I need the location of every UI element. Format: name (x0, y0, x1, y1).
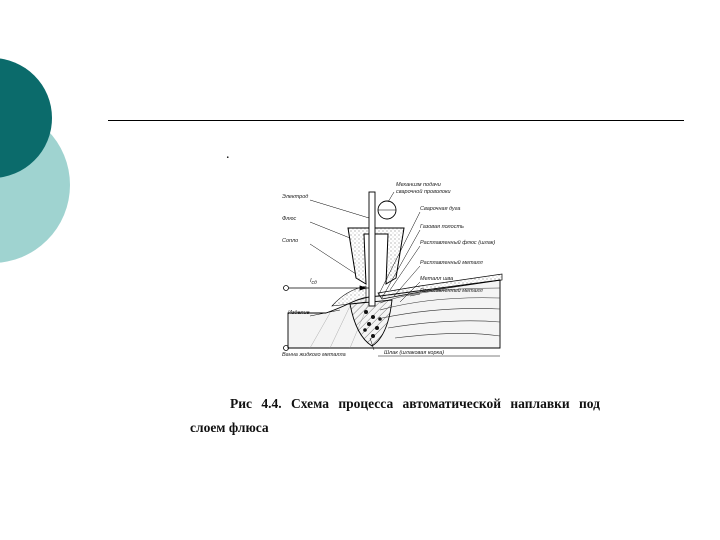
label-melted-metal: Расплавленный металл (420, 288, 483, 294)
label-product: Изделие (288, 310, 310, 316)
label-feed-1: Механизм подачи (396, 182, 441, 188)
label-gas: Газовая полость (420, 224, 464, 230)
label-bath: Ванна жидкого металла (282, 352, 346, 358)
label-electrode: Электрод (282, 194, 309, 200)
decorative-circles (0, 0, 80, 300)
title-divider (108, 120, 684, 121)
label-molten-flux: Расплавленный флюс (шлак) (420, 240, 496, 246)
label-flux: Флюс (282, 216, 297, 222)
caption-line-1: Рис 4.4. Схема процесса автоматической наплавки под (230, 396, 600, 411)
title-marker: . (226, 147, 230, 162)
label-feed-2: сварочной проволоки (396, 189, 451, 195)
label-seam: Металл шва (420, 276, 454, 282)
caption-line-2: слоем флюса (190, 420, 269, 435)
label-molten-metal: Расплавленный металл (420, 260, 483, 266)
flux-hopper (348, 228, 404, 284)
label-arc: Сварочная дуга (420, 206, 461, 212)
label-nozzle: Сопло (282, 238, 299, 244)
electrode-wire (369, 192, 375, 306)
figure-caption (190, 392, 600, 440)
label-current: Iсд (310, 278, 317, 286)
submerged-arc-diagram (270, 178, 520, 368)
label-slag-crust: Шлак (шлаковая корка) (384, 350, 445, 356)
